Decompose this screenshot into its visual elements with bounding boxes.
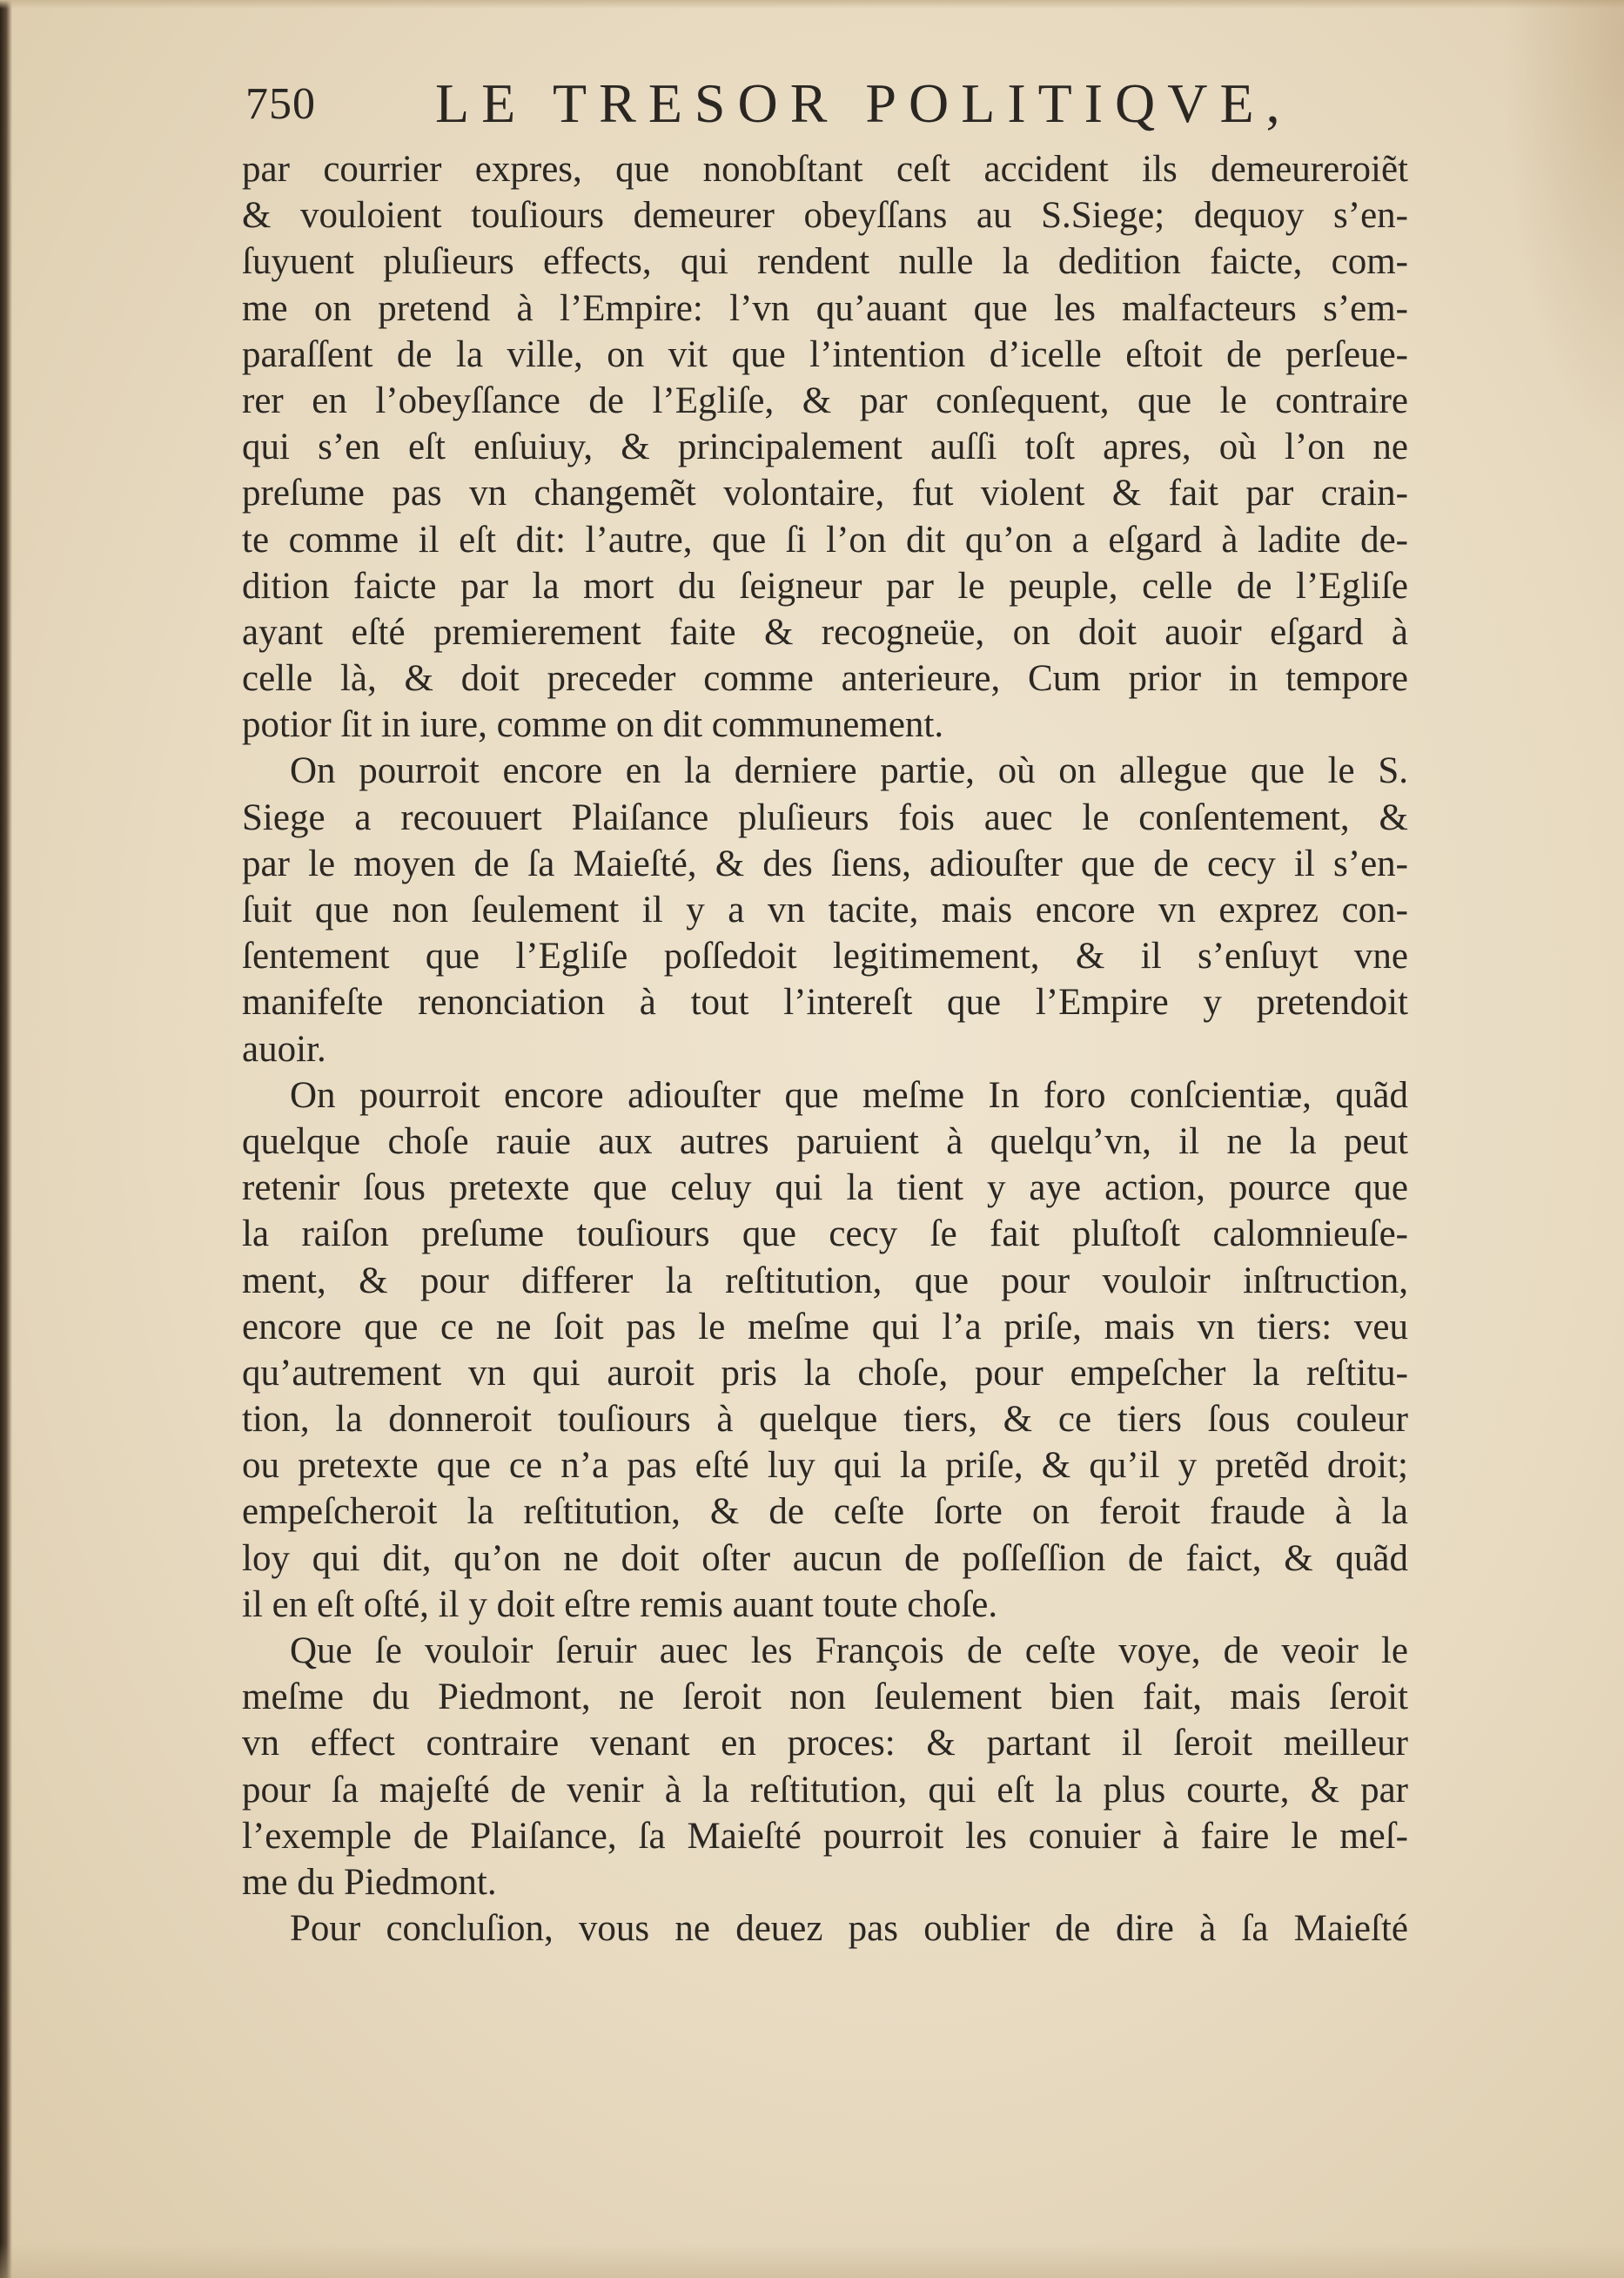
text-line: ſentement que l’Egliſe poſſedoit legitimement, & il s’enſuyt vne	[242, 936, 1408, 978]
text-line: Siege a recouuert Plaiſance pluſieurs fois auec le conſentement, &	[242, 796, 1408, 838]
text-line: & vouloient touſiours demeurer obeyſſans au S.Siege; dequoy s’en-	[242, 195, 1408, 237]
text-line: retenir ſous pretexte que celuy qui la tient y aye action, pource que	[242, 1167, 1408, 1209]
text-line: meſme du Piedmont, ne ſeroit non ſeulement bien fait, mais ſeroit	[242, 1677, 1408, 1718]
text-line: ſuyuent pluſieurs effects, qui rendent nulle la dedition faicte, com-	[242, 241, 1408, 283]
text-line: On pourroit encore en la derniere partie, où on allegue que le S.	[290, 750, 1408, 792]
text-line: ment, & pour differer la reſtitution, que pour vouloir inſtruction,	[242, 1260, 1408, 1301]
text-line: auoir.	[242, 1028, 326, 1070]
text-line: ayant eſté premierement faite & recogneüe, on doit auoir eſgard à	[242, 611, 1408, 653]
text-line: la raiſon preſume touſiours que cecy ſe fait pluſtoſt calomnieuſe-	[242, 1213, 1408, 1255]
running-head	[235, 71, 1427, 141]
text-line: Que ſe vouloir ſeruir auec les François de ceſte voye, de veoir le	[290, 1630, 1408, 1671]
text-line: manifeſte renonciation à tout l’intereſt que l’Empire y pretendoit	[242, 982, 1408, 1024]
page-top-edge	[0, 0, 1624, 9]
binding-gutter	[0, 0, 12, 2278]
text-line: vn effect contraire venant en proces: & partant il ſeroit meilleur	[242, 1723, 1408, 1764]
text-line: ſuit que non ſeulement il y a vn tacite, mais encore vn exprez con-	[242, 890, 1408, 931]
text-line: qu’autrement vn qui auroit pris la choſe, pour empeſcher la reſtitu-	[242, 1352, 1408, 1394]
page-number: 750	[245, 79, 316, 129]
text-line: On pourroit encore adiouſter que meſme In foro conſcientiæ, quãd	[290, 1074, 1408, 1116]
text-line: paraſſent de la ville, on vit que l’intention d’icelle eſtoit de perſeue-	[242, 333, 1408, 375]
text-line: il en eſt oſté, il y doit eſtre remis auant toute choſe.	[242, 1583, 998, 1625]
page-bottom-edge	[0, 2243, 1624, 2278]
text-line: empeſcheroit la reſtitution, & de ceſte ſorte on feroit fraude à la	[242, 1491, 1408, 1533]
text-line: encore que ce ne ſoit pas le meſme qui l’a priſe, mais vn tiers: veu	[242, 1306, 1408, 1347]
text-line: loy qui dit, qu’on ne doit oſter aucun de poſſeſſion de faict, & quãd	[242, 1537, 1408, 1579]
running-title: LE TRESOR POLITIQVE,	[435, 72, 1292, 134]
text-line: l’exemple de Plaiſance, ſa Maieſté pourroit les conuier à faire le meſ-	[242, 1815, 1408, 1857]
text-line: quelque choſe rauie aux autres paruient à quelqu’vn, il ne la peut	[242, 1120, 1408, 1162]
text-line: ou pretexte que ce n’a pas eſté luy qui la priſe, & qu’il y pretẽd droit;	[242, 1445, 1408, 1487]
text-line: te comme il eſt dit: l’autre, que ſi l’on dit qu’on a eſgard à ladite de-	[242, 519, 1408, 561]
text-line: qui s’en eſt enſuiuy, & principalement auſſi toſt apres, où l’on ne	[242, 427, 1408, 468]
text-line: pour ſa majeſté de venir à la reſtitution, qui eſt la plus courte, & par	[242, 1769, 1408, 1811]
text-line: me du Piedmont.	[242, 1861, 497, 1903]
paper-stain	[1502, 0, 1624, 453]
text-line: me on pretend à l’Empire: l’vn qu’auant que les malfacteurs s’em-	[242, 287, 1408, 329]
body-text	[242, 146, 1408, 1952]
text-line: preſume pas vn changemẽt volontaire, fut violent & fait par crain-	[242, 473, 1408, 514]
text-line: dition faicte par la mort du ſeigneur par le peuple, celle de l’Egliſe	[242, 565, 1408, 607]
text-line: tion, la donneroit touſiours à quelque tiers, & ce tiers ſous couleur	[242, 1399, 1408, 1441]
text-line: Pour concluſion, vous ne deuez pas oublier de dire à ſa Maieſté	[290, 1908, 1408, 1950]
text-line: par le moyen de ſa Maieſté, & des ſiens, adiouſter que de cecy il s’en-	[242, 843, 1408, 884]
text-line: potior ſit in iure, comme on dit communement.	[242, 704, 944, 746]
text-line: celle là, & doit preceder comme anterieure, Cum prior in tempore	[242, 658, 1408, 700]
text-line: par courrier expres, que nonobſtant ceſt accident ils demeureroiẽt	[242, 149, 1408, 190]
text-line: rer en l’obeyſſance de l’Egliſe, & par conſequent, que le contraire	[242, 380, 1408, 421]
